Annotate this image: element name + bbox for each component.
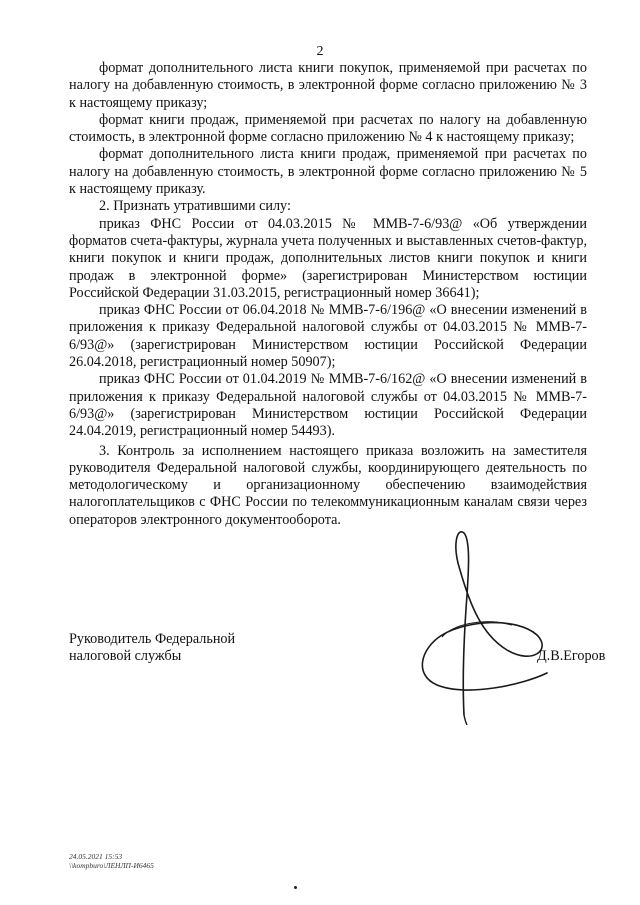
signer-name: Д.В.Егоров [537, 648, 606, 664]
paragraph-appendix-5: формат дополнительного листа книги продаж, применяемой при расчетах по налогу на добавленную стоимость, в электронной форме согласно приложению № 5 к настоящему приказу. [69, 146, 587, 198]
signer-title-line2: налоговой службы [69, 648, 182, 665]
paragraph-appendix-3: формат дополнительного листа книги покупок, применяемой при расчетах по налогу на добавленную стоимость, в электронной форме согласно приложению № 3 к настоящему приказу; [69, 60, 587, 111]
footer-timestamp: 24.05.2021 15:53 [69, 852, 123, 861]
footer-system-mark: \\kompburo\ЛЕНЛП-И6465 [69, 861, 154, 870]
paragraph-control: 3. Контроль за исполнением настоящего приказа возложить на заместителя руководителя Федеральной налоговой службы, координирующего деятельность по методологическому и организационному обеспечению взаимодействия налогоплательщиков с ФНС России по телекоммуникационным каналам связи через операторов электронного документооборота. [69, 442, 587, 528]
signature-position [69, 631, 235, 666]
paragraph-repeal-heading: 2. Признать утратившими силу: [99, 198, 291, 215]
page-dot-mark [294, 886, 297, 889]
page-number: 2 [316, 44, 324, 59]
signer-title-line1: Руководитель Федеральной [69, 631, 236, 647]
footer-meta [69, 852, 154, 870]
paragraph-repeal-order-2018: приказ ФНС России от 06.04.2018 № ММВ-7-6/196@ «О внесении изменений в приложения к приказу Федеральной налоговой службы от 04.03.2015 № ММВ-7-6/93@» (зарегистрирован Министерством юстиции Российской Федерации 26.04.2018, регистрационный номер 50907); [69, 302, 587, 371]
paragraph-repeal-order-2015: приказ ФНС России от 04.03.2015 № ММВ-7-6/93@ «Об утверждении форматов счета-фактуры, журнала учета полученных и выставленных счетов-фактур, книги покупок и книги продаж, дополнительных листов книги покупок и книги продаж в электронной форме» (зарегистрирован Министерством юстиции Российской Федерации 31.03.2015, регистрационный номер 36641); [69, 215, 587, 301]
handwritten-signature [412, 525, 562, 725]
paragraph-repeal-order-2019: приказ ФНС России от 01.04.2019 № ММВ-7-6/162@ «О внесении изменений в приложения к приказу Федеральной налоговой службы от 04.03.2015 № ММВ-7-6/93@» (зарегистрирован Министерством юстиции Российской Федерации 24.04.2019, регистрационный номер 54493). [69, 371, 587, 440]
paragraph-appendix-4: формат книги продаж, применяемой при расчетах по налогу на добавленную стоимость, в электронной форме согласно приложению № 4 к настоящему приказу; [69, 111, 587, 146]
document-body [69, 60, 587, 529]
